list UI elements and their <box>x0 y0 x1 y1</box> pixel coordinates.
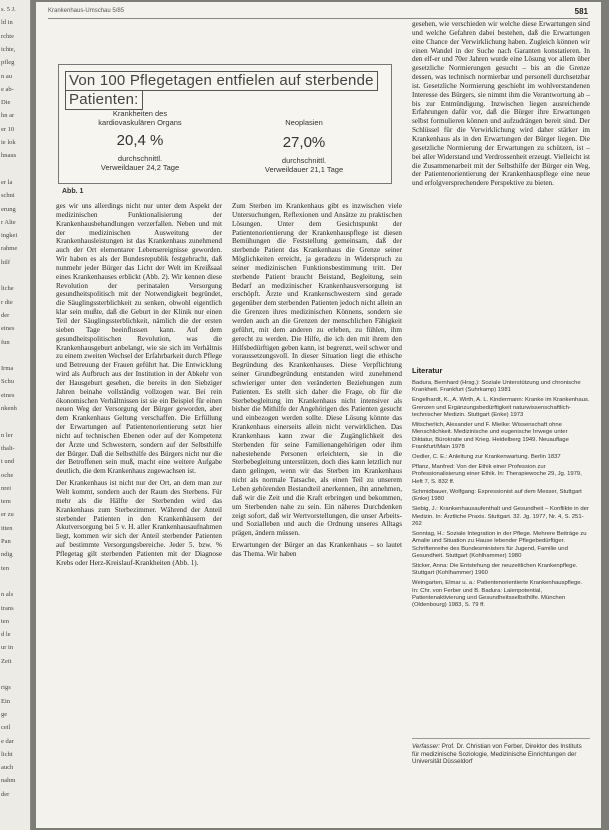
paragraph: ges wir uns allerdings nicht nur unter dem Aspekt der medizinischen Funktionalisierung der Krankenhausbehandlungen verzerfallen. Neben und mit der medizinischen Ausweitung der Krankenhausleistungen ist das Krankenhaus zunehmend auch der Ort elementarer Lebensereignisse geworden. Wir haben es als der Bundesrepublik festgebracht, daß nunmehr jeder Bürger das Licht der Welt im Kreißsaal eines Krankenhauses erblickt (Abb. 2). Wir kennen diese Revolution der perinatalen Versorgung gesundheitspolitisch mit der Notwendigkeit begründet, die Säuglingssterblichkeit zu senken, obwohl eigentlich klar sein mußte, daß die Geburt in der Klinik nur einen Teil der Säuglingssterblichkeit, nämlich die der ersten sieben Tage beeinflussen kann. Auf dem gesundheitspolitischen Revolution, was die Krankenhausgeburt anbelangt, wie sie sich im Verhältnis zu einem zweiten Wechsel der Erfahrbarkeit durch Pflege und Betreuung der Frauen geführt hat. Die Entwicklung wird als Aufbruch aus der Institution in der Abkehr von der Hausgeburt gesehen, die bereits in den Siebziger Jahren beinahe vollständig vollzogen war. Bei rein ökonomischen Verhältnissen ist sie ein Beispiel für einen neuen Weg der Versorgung der Bürger geworden, aber dem Krankenhaus Geltung verschaffen. Die Erfüllung der Erwartungen auf Patientenorientierung setzt hier nicht auf technischen Ebenen oder auf der Kompetenz der Ärzte und Schwestern, sondern auf der Selbsthilfe der Bürger. Daß die Selbsthilfe des Bürgers nicht nur die der Betroffenen sein muß, macht eine weitere Aufgabe deutlich, die dem Krankenhaus zugewachsen ist. <box>56 202 222 476</box>
left-strip-fragment: Pan <box>1 538 11 545</box>
left-strip-fragment: nahm <box>1 777 16 785</box>
author-label: Verfasser: <box>412 743 440 750</box>
left-strip-fragment: ingkei <box>1 232 18 240</box>
left-strip-fragment: schni <box>1 192 15 200</box>
reference-item: Pflanz, Manfred: Von der Ethik einer Profession zur Professionalisierung einer Ethik. In: Therapiewoche 29, Jg. 1979, Heft 7, S. 832 ff. <box>412 464 582 485</box>
figure-title <box>65 71 383 110</box>
adjacent-page-strip <box>0 0 31 830</box>
left-strip-fragment: n ler <box>1 431 13 439</box>
left-strip-fragment: ichte, <box>1 45 16 53</box>
left-strip-fragment: eines <box>1 391 15 399</box>
left-strip-fragment: rahme <box>1 245 18 253</box>
left-strip-fragment: ge <box>1 710 8 718</box>
left-strip-fragment: der <box>1 311 10 319</box>
figure-title-line1: Von 100 Pflegetagen entfielen auf sterbende <box>65 71 378 91</box>
left-strip-fragment: hn ar <box>1 112 15 120</box>
left-strip-fragment: er la <box>1 178 13 186</box>
panel-category-line2: kardiovaskulären Organs <box>98 118 182 127</box>
left-strip-fragment: hnaus <box>1 152 17 160</box>
left-strip-fragment: e dar <box>1 737 14 745</box>
panel-percent: 20,4 % <box>116 132 164 149</box>
left-strip-fragment: nkenh <box>1 405 17 412</box>
left-strip-fragment: Zeit <box>1 657 12 665</box>
figure-title-line2: Patienten: <box>65 91 143 110</box>
left-strip-fragment: t und <box>1 458 15 466</box>
left-strip-fragment: pfleg <box>1 59 15 67</box>
running-head <box>48 8 588 19</box>
left-strip-fragment: er 10 <box>1 125 15 133</box>
left-strip-fragment: ld in <box>1 19 13 27</box>
left-strip-fragment: n au <box>1 72 13 80</box>
left-strip-fragment: ur in <box>1 644 14 652</box>
panel-percent: 27,0% <box>282 134 326 151</box>
left-strip-fragment: e ab- <box>1 85 14 93</box>
left-strip-fragment: Schu <box>1 378 14 386</box>
left-strip-fragment: ten <box>1 617 9 625</box>
panel-category-line1: Neoplasien <box>285 118 323 127</box>
reference-list <box>412 380 590 735</box>
text-column-3 <box>412 20 590 360</box>
reference-item: Badura, Bernhard (Hrsg.): Soziale Unterstützung und chronische Krankheit. Frankfurt (Suhrkamp) 1981 <box>412 380 581 394</box>
panel-sub-line1: durchschnittl. <box>281 156 327 165</box>
paragraph: gesehen, wie verschieden wir welche diese Erwartungen sind und welche Gefahren dabei bestehen, daß die Erwartungen eine Chance der Verwirklichung haben. Zugleich können wir einen Wandel in der Suche nach Garanten konstatieren. In den elf-er und 70er Jahren wurde eine Lösung vor allem über gesetzliche Normierungen gesucht – bis an die Grenze dessen, was technisch normierbar und personell durchsetzbar ist. Gesetzliche Normierung geschieht im wohlverstandenen Interesse des Bürgers, sie nimmt ihm die Verantwortung ab – bis zur Entmündigung. Inzwischen liegen ausreichende Erfahrungen dafür vor, daß die Bürger ihre Erwartungen selbst formulieren können und aufzudrängen bereit sind. Der Schlüssel für die Verwirklichung wird daher stärker im Krankenhaus als in den Erwartungen der Bürger liegen. Die gesetzliche Normierung der Erwartungen zu schützen, ist – bei aller Widerstand und Verdrossenheit erzeugt. Vielleicht ist die Zusammenarbeit mit der Selbsthilfe der Bürger ein Weg, der Patientenorientierung der Krankenhauspflege eine neue und erfolgversprechendere Perspektive zu bieten. <box>412 20 590 188</box>
figure-panel-cardiovascular <box>65 109 215 172</box>
text-column-2 <box>232 202 402 817</box>
paragraph: Erwartungen der Bürger an das Krankenhaus – so lautet das Thema. Wir haben <box>232 541 402 558</box>
left-strip-fragment: oche <box>1 471 14 479</box>
panel-sub-line2: Verweildauer 21,1 Tage <box>264 165 344 174</box>
left-strip-fragment: licht <box>1 750 13 758</box>
left-strip-fragment: thalt- <box>1 444 15 452</box>
reference-item: Sonntag, H.: Soziale Integration in der Pflege. Mehrere Beiträge zu Amalie und Situation zu Hause lebender Pflegebedürftiger. Schriftenreihe des Bundesministers für Jugend, Familie und Gesundheit. Stuttgart (Kohlhammer) 1980 <box>412 530 587 560</box>
left-strip-fragment: tem <box>1 498 11 506</box>
left-strip-fragment: itten <box>1 524 13 532</box>
left-strip-fragment: ceil <box>1 724 11 732</box>
left-strip-fragment: n als <box>1 591 14 599</box>
left-strip-fragment: ten <box>1 564 9 572</box>
paragraph: Zum Sterben im Krankenhaus gibt es inzwischen viele Untersuchungen, Reflexionen und Ansätze zu praktischen Lösungen. Unter dem Gesichtspunkt der Patientenorientierung der Krankenhauspflege ist diesen Bemühungen die Feststellung gemeinsam, daß der sterbende Patient das Krankenhaus die Grenze seiner Möglichkeiten erreicht, ja geradezu in Widerspruch zu seiner medizinischen Funktionsbestimmung tritt. Der sterbende Patient braucht Beistand, Begleitung, sein Bedarf an medizinischer Krankenhausversorgung ist erschöpft. Ärzte und Krankenschwestern sind gerade gegenüber dem sterbenden Patienten jedoch nicht allein an die Grenzen ihres medizinischen Könnens, sondern sie werden auch an die Grenzen der menschlichen Fähigkeit geführt, mit dem anderen zu erleben, zu fühlen, ihm gerecht zu werden. Die Hilfe, die ich den mit ihrem den Hilfsbedürftigen geben kann, ist begrenzt, weil schwer und voraussetzungsvoll. In dieser Situation liegt die ethische Begründung des Krankenhauses. Diese Verpflichtung seiner Grundbegründung entstanden wird zunehmend schwieriger unter den veränderten Beziehungen zum Patienten. Es stellt sich daher die Frage, ob für die Sterbebegleitung im Krankenhaus nicht intensiver als bisher die Mithilfe der Angehörigen des Patienten gesucht und einbezogen werden sollte. Diese Lösung könnte das Krankenhaus einerseits allein nicht verwirklichen. Das Krankenhaus kann zwar die Zugänglichkeit des Sterbenden für seine Familienangehörigen oder ihm nahestehende Personen erleichtern, sie in die Sterbebegleitung unterstützen, doch dies kann letztlich nur dann gelingen, wenn wir das Sterben im Krankenhaus nicht als normale Tatsache, als einen Teil zu unserem Leben gehörenden Bestandteil anerkennen, ihn annehmen, daß wir die Zeit und die Kraft erbringen und bekommen, um Sterbenden nahe zu sein. Ein näheres Durchdenken zeigt sofort, daß wir Wertvorstellungen, die unser Arbeits- und Sozialleben und auch die Ordnung unseres Alltags prägen, ändern müssen. <box>232 202 402 538</box>
reference-item: Siebig, J.: Krankenhausaufenthalt und Gesundheit – Konflikte in der Medizin. In: Ärztliche Praxis. Stuttgart. 32. Jg. 1977, Nr. 4, S. 251-262 <box>412 506 589 527</box>
panel-sub-line2: Verweildauer 24,2 Tage <box>100 163 180 172</box>
left-strip-fragment: rigs <box>1 684 11 692</box>
left-strip-fragment: eines <box>1 325 15 333</box>
left-strip-fragment: ie lok <box>1 139 16 146</box>
page-number: 581 <box>574 7 588 16</box>
journal-title: Krankenhaus-Umschau 5/85 <box>48 8 125 14</box>
paragraph: Der Krankenhaus ist nicht nur der Ort, an dem man zur Welt kommt, sondern auch der Raum des Sterbens. Für mehr als die Hälfte der Sterbenden wird das Krankenhaus zum Sterbezimmer. Während der Anteil sterbender Patienten in den Krankenhäusern der Akutversorgung bei 5 v. H. aller Krankenhausaufnahmen liegt, kommen wir sich der Anteil sterbender Patienten auf bestimmte Versorgungsbereiche. Jeder 5. bzw. % Pflegetag gilt sterbenden Patienten mit der Diagnose Krebs oder Herz-Kreislauf-Krankheiten (Abb. 1). <box>56 479 222 567</box>
left-strip-fragment: fun <box>1 338 10 346</box>
panel-sub-line1: durchschnittl. <box>117 154 163 163</box>
reference-item: Engelhardt, K., A. Wirth, A. L. Kindermann: Kranke im Krankenhaus. Grenzen und Ergänzungsbedürftigkeit naturwissenschaftlich-technischer Medizin. Stuttgart (Enke) 1973 <box>412 397 590 419</box>
reference-item: Oedler, C. E.: Anleitung zur Krankenwartung. Berlin 1837 <box>412 454 561 461</box>
left-strip-fragment: der <box>1 790 10 798</box>
left-strip-fragment: r die <box>1 298 13 306</box>
text-column-1 <box>56 202 222 802</box>
left-strip-fragment: er zu <box>1 511 14 519</box>
reference-item: Weingarten, Elmar u. a.: Patientenorientierte Krankenhauspflege. In: Chr. von Ferber und B. Badura: Laienpotential, Patientenaktivierung und Gesundheitsselbsthilfe. München (Oldenbourg) 1983, S. 79 ff. <box>412 580 583 609</box>
left-strip-fragment: r Alte <box>1 218 16 226</box>
left-strip-fragment: d le <box>1 631 11 639</box>
left-strip-fragment: Ein <box>1 697 11 705</box>
left-strip-fragment: liche <box>1 285 14 293</box>
left-strip-fragment: hilf <box>1 258 11 266</box>
figure-caption: Abb. 1 <box>62 188 84 195</box>
left-strip-fragment: Die <box>1 99 11 107</box>
left-strip-fragment: s. 5 J. <box>1 6 16 13</box>
left-strip-fragment: auch <box>1 764 14 772</box>
author-text: Prof. Dr. Christian von Ferber, Direktor des Instituts für medizinische Soziologie, Medizinische Einrichtungen der Universität Düsseldorf <box>412 743 582 766</box>
left-strip-fragment: Irma <box>1 365 14 373</box>
reference-item: Sticker, Anna: Die Entstehung der neuzeitlichen Krankenpflege. Stuttgart (Kohlhammer) 1960 <box>412 562 578 577</box>
left-strip-fragment: trans <box>1 604 14 612</box>
figure-panel-neoplasms <box>229 109 379 174</box>
panel-category-line1: Krankheiten des <box>112 109 168 118</box>
author-note <box>412 738 590 766</box>
reference-item: Mitscherlich, Alexander und F. Mielke: Wissenschaft ohne Menschlichkeit. Medizinische und eugenische Irrwege unter Diktatur, Bürokratie und Krieg. Heidelberg 1949. Neuauflage Frankfurt/Main 1978 <box>412 422 569 451</box>
document-page <box>36 2 601 828</box>
reference-item: Schmidbauer, Wolfgang: Expressionist auf dem Messer, Stuttgart (Enke) 1980 <box>412 488 582 503</box>
left-strip-fragment: ndig <box>1 551 13 559</box>
left-strip-fragment: erung <box>1 205 16 213</box>
left-strip-fragment: rchte <box>1 32 14 40</box>
figure-box <box>58 64 392 184</box>
literature-heading: Literatur <box>412 366 443 375</box>
left-strip-fragment: nrei <box>1 484 12 492</box>
